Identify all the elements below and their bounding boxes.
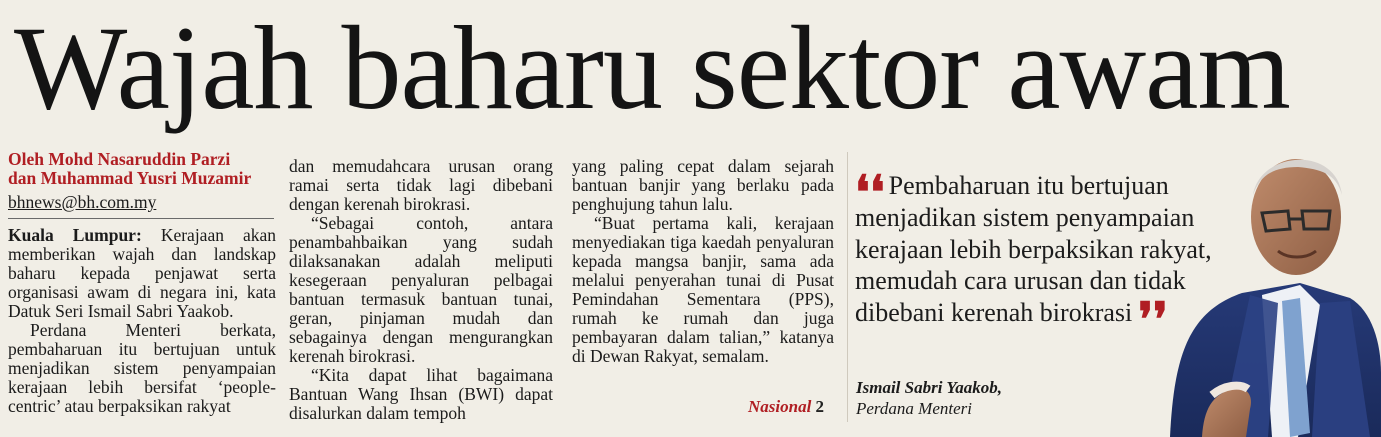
article-column-2 <box>289 157 553 423</box>
continued-section: Nasional <box>748 397 812 416</box>
article-paragraph: yang paling cepat dalam sejarah bantuan banjir yang berlaku pada penghujung tahun lalu. <box>572 157 834 214</box>
headline: Wajah baharu sektor awam <box>14 1 1290 134</box>
article-paragraph: dan memudahcara urusan orang ramai serta tidak lagi dibebani dengan kerenah birokrasi. <box>289 157 553 214</box>
byline-author-1: Oleh Mohd Nasaruddin Parzi <box>8 150 231 169</box>
open-quote-icon: ❛❛ <box>855 165 885 219</box>
article-paragraph: “Kita dapat lihat bagaimana Bantuan Wang Ihsan (BWI) dapat disalurkan dalam tempoh <box>289 365 553 423</box>
attribution-name: Ismail Sabri Yaakob, <box>856 378 1002 397</box>
pull-quote-text: Pembaharuan itu bertujuan menjadikan sistem penyampaian kerajaan lebih berpaksikan rakyat, memudah cara urusan dan tidak dibebani kerenah birokrasi <box>855 171 1212 327</box>
byline-author-2: dan Muhammad Yusri Muzamir <box>8 168 252 188</box>
dateline: Kuala Lumpur: <box>8 225 142 245</box>
article-paragraph: “Buat pertama kali, kerajaan menyediakan tiga kaedah penyaluran kepada mangsa banjir, sama ada melalui penyerahan tunai di Pusat Pemindahan Sementara (PPS), rumah ke rumah dan juga pembayaran dalam talian,” katanya di Dewan Rakyat, semalam. <box>572 213 834 366</box>
byline-divider <box>8 218 274 219</box>
article-paragraph: Kuala Lumpur: Kerajaan akan memberikan wajah dan landskap baharu kepada penjawat serta organisasi awam di negara ini, kata Datuk Seri Ismail Sabri Yaakob. <box>8 225 276 321</box>
article-column-3 <box>572 157 834 366</box>
pull-quote-attribution <box>856 377 1156 419</box>
attribution-title: Perdana Menteri <box>856 399 972 418</box>
portrait-photo <box>1150 133 1381 437</box>
article-paragraph: “Sebagai contoh, antara penambahbaikan yang sudah dilaksanakan adalah meliputi kesegeraan penyaluran pelbagai bantuan termasuk bantuan tunai, geran, pinjaman mudah dan sebagainya dengan mengurangkan kerenah birokrasi. <box>289 213 553 366</box>
continued-page: 2 <box>815 397 825 416</box>
byline-email-link[interactable]: bhnews@bh.com.my <box>8 192 157 212</box>
article-paragraph: Perdana Menteri berkata, pembaharuan itu bertujuan untuk menjadikan sistem penyampaian kerajaan lebih bersifat ‘people-centric’ atau berpaksikan rakyat <box>8 320 276 416</box>
column-divider <box>847 152 848 422</box>
close-quote-icon: ❜❜ <box>1138 291 1168 346</box>
article-column-1 <box>8 150 276 416</box>
byline <box>8 150 276 188</box>
continued-reference[interactable] <box>748 397 824 417</box>
